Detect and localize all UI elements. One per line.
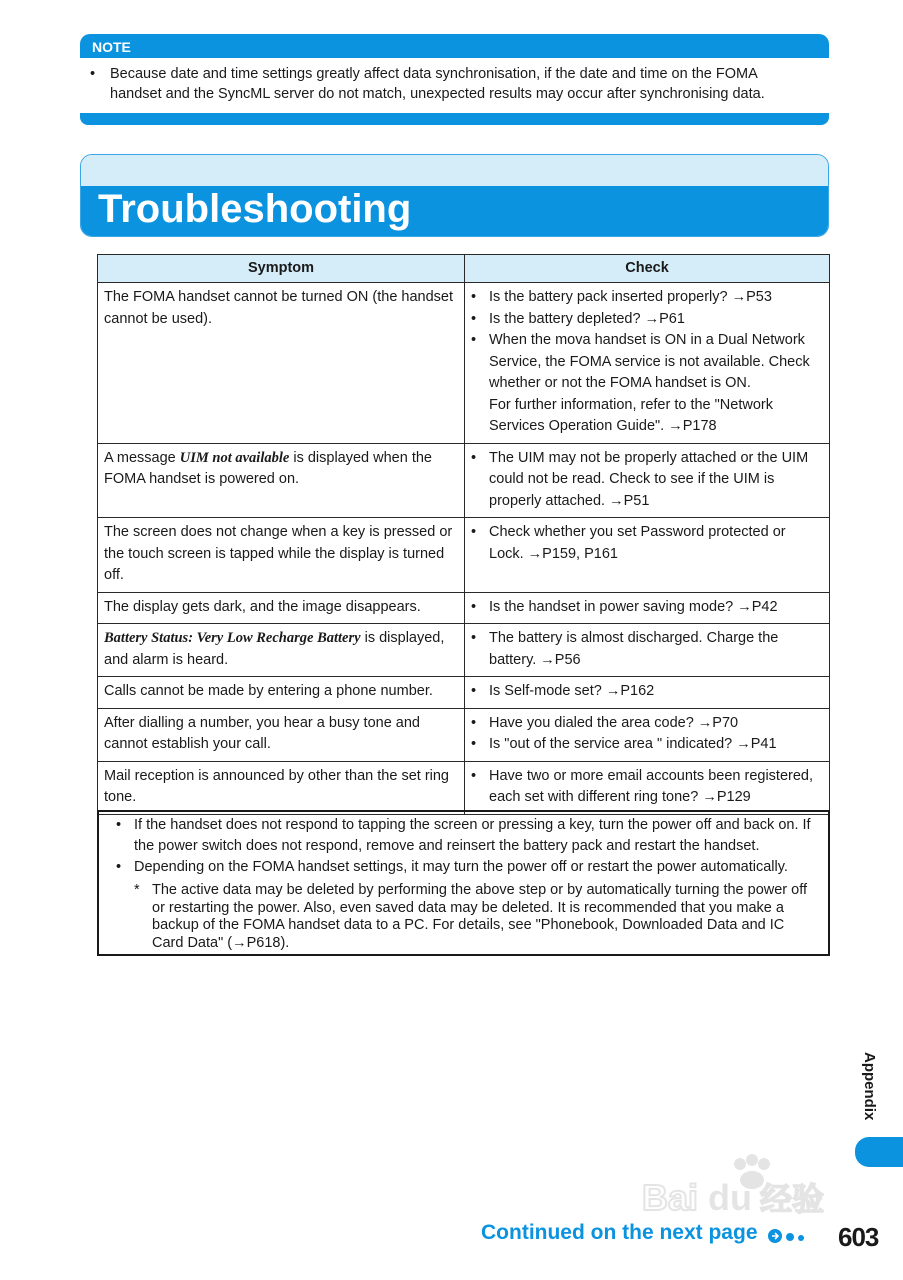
table-row [98, 592, 830, 624]
symptom-text: is displayed, and alarm is heard. [104, 630, 445, 668]
check-cell [465, 761, 830, 814]
note-text: Because date and time settings greatly affect data synchronisation, if the date and time on the FOMA handset and the SyncML server do not match, unexpected results may occur after synchronising data. [110, 66, 765, 102]
check-item: • The UIM may not be properly attached or the UIM could not be read. Check to see if the UIM is properly attached. →P51 [471, 448, 823, 513]
info-bullet-text: If the handset does not respond to tapping the screen or pressing a key, turn the power off and back on. If the power switch does not respond, remove and reinsert the battery pack and restart the handset. [134, 817, 811, 854]
note-footer-bar [80, 113, 829, 125]
info-bullet-text: Depending on the FOMA handset settings, it may turn the power off or restart the power automatically. [134, 859, 788, 875]
check-item: • When the mova handset is ON in a Dual Network Service, the FOMA service is not available. Check whether or not the FOMA handset is ON. [471, 330, 823, 395]
symptom-cell: The screen does not change when a key is pressed or the touch screen is tapped while the display is turned off. [98, 518, 465, 593]
table-row [98, 624, 830, 677]
table-row [98, 443, 830, 518]
svg-text:Bai: Bai [642, 1177, 699, 1218]
table-row [98, 518, 830, 593]
check-item-continuation: For further information, refer to the "Network Services Operation Guide". →P178 [489, 396, 773, 434]
check-cell [465, 624, 830, 677]
title-banner-top [81, 155, 828, 186]
check-item: • Is Self-mode set? →P162 [471, 681, 823, 703]
symptom-cell: Mail reception is announced by other than the set ring tone. [98, 761, 465, 814]
bullet-icon: • [116, 817, 122, 833]
check-header: Check [465, 255, 830, 283]
table-row [98, 677, 830, 709]
symptom-cell: Calls cannot be made by entering a phone number. [98, 677, 465, 709]
symptom-cell: The display gets dark, and the image disappears. [98, 592, 465, 624]
check-item: • Is the handset in power saving mode? →P42 [471, 597, 823, 619]
check-item: • Is "out of the service area " indicated? →P41 [471, 734, 823, 756]
info-bullet [116, 857, 824, 878]
check-item: • Is the battery pack inserted properly? →P53 [471, 287, 823, 309]
symptom-cell: After dialling a number, you hear a busy tone and cannot establish your call. [98, 708, 465, 761]
check-item: • Is the battery depleted? →P61 [471, 309, 823, 331]
check-cell [465, 283, 830, 444]
side-tab-label: Appendix [861, 1052, 878, 1121]
check-cell [465, 708, 830, 761]
check-cell [465, 592, 830, 624]
symptom-text: is displayed when the FOMA handset is powered on. [104, 449, 432, 487]
svg-text:经验: 经验 [760, 1180, 825, 1218]
svg-text:du: du [708, 1177, 752, 1218]
asterisk-icon: * [134, 882, 140, 898]
info-box [97, 810, 830, 956]
note-heading: NOTE [80, 34, 829, 58]
note-box [80, 34, 829, 125]
table-header-row [98, 255, 830, 283]
table-row [98, 283, 830, 444]
symptom-cell: The FOMA handset cannot be turned ON (the handset cannot be used). [98, 283, 465, 444]
symptom-text: A message [104, 449, 180, 466]
troubleshooting-table [97, 254, 830, 815]
bullet-icon: • [90, 66, 96, 82]
page-title: Troubleshooting [81, 186, 828, 237]
continued-arrow-icon [768, 1229, 838, 1243]
note-body [80, 58, 829, 104]
table-row [98, 761, 830, 814]
page-number: 603 [838, 1222, 879, 1252]
symptom-cell [98, 624, 465, 677]
display-message: Battery Status: Very Low Recharge Battery [104, 630, 361, 646]
title-banner [80, 154, 829, 237]
bullet-icon: • [116, 859, 122, 875]
check-item: • Have two or more email accounts been registered, each set with different ring tone? →P129 [471, 766, 823, 809]
check-item: • The battery is almost discharged. Charge the battery. →P56 [471, 628, 823, 671]
symptom-cell [98, 443, 465, 518]
continued-label: Continued on the next page [481, 1221, 758, 1244]
side-tab-marker [855, 1137, 903, 1167]
check-cell [465, 677, 830, 709]
check-item: • Check whether you set Password protected or Lock. →P159, P161 [471, 522, 823, 565]
check-item: • Have you dialed the area code? →P70 [471, 713, 823, 735]
info-note [134, 882, 817, 952]
check-cell [465, 443, 830, 518]
display-message: UIM not available [179, 449, 290, 466]
info-note-text: The active data may be deleted by performing the above step or by automatically turning the power off or restarting the power. Also, even saved data may be deleted. It is recommended that you make a backup of the FOMA handset data to a PC. For details, see "Phonebook, Downloaded Data and IC Card Data" (→P618). [152, 882, 808, 951]
info-bullet [116, 815, 824, 857]
check-cell [465, 518, 830, 593]
symptom-header: Symptom [98, 255, 465, 283]
table-row [98, 708, 830, 761]
